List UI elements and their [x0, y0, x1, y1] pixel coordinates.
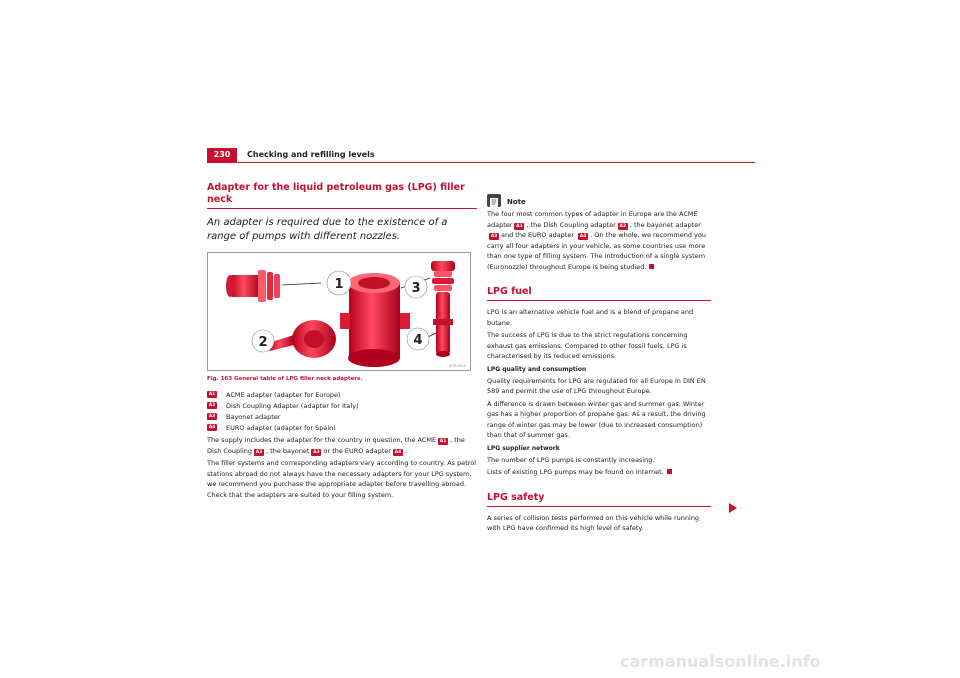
supply-text: , the bayonet	[266, 446, 310, 455]
supply-text: Dish Coupling	[207, 446, 253, 455]
inline-badge: A1	[439, 439, 447, 444]
inline-badge: A4	[579, 234, 587, 239]
inline-badge: A1	[516, 223, 523, 229]
legend-text: Dish Coupling Adapter (adapter for Italy)	[226, 401, 359, 410]
watermark: carmanualsonline.info	[620, 652, 821, 671]
note-text: The four most common types of adapter in Europe are the ACME adapter	[487, 210, 698, 229]
figure-caption: Fig. 163 General table of LPG filler neck adapters.	[207, 376, 363, 382]
callout-2: 2	[258, 335, 268, 350]
header-divider	[207, 162, 755, 163]
lpg-fuel-section	[487, 286, 711, 478]
continue-arrow-icon	[729, 503, 737, 513]
note-paragraph	[487, 209, 711, 272]
callout-3: 3	[411, 281, 421, 296]
legend-badge: A4	[208, 425, 216, 430]
inline-badge: A2	[255, 449, 263, 455]
note-text: the Dish Coupling adapter	[530, 220, 616, 229]
inline-badge: A3	[490, 234, 498, 239]
supply-text: , the	[450, 436, 465, 444]
figure-code: B5P-0500	[449, 364, 466, 368]
legend-text: Bayonet adapter	[226, 412, 281, 421]
callout-4: 4	[413, 333, 423, 348]
adapter-lead-text: An adapter is required due to the existence of a range of pumps with different nozzles.	[207, 217, 448, 242]
inline-badge: A4	[394, 449, 402, 455]
legend-badge: A1	[208, 392, 216, 397]
note-text: , the bayonet adapter	[629, 220, 701, 229]
note-label: Note	[507, 198, 526, 206]
supply-text: .	[404, 446, 408, 455]
legend-text: EURO adapter (adapter for Spain)	[226, 423, 336, 432]
network-text: Lists of existing LPG pumps may be found on Internet.	[487, 468, 664, 476]
adapter-figure	[207, 252, 471, 371]
note-text: and the EURO adapter	[501, 231, 575, 239]
network-paragraph: The number of LPG pumps is constantly increasing.	[487, 455, 655, 464]
legend-item	[207, 389, 477, 400]
page-number: 230	[207, 148, 237, 162]
dish-adapter-shape	[265, 320, 336, 358]
quality-paragraph: Quality requirements for LPG are regulated for all Europe in DIN EN 589 and permit the use of LPG throughout Europe.	[487, 376, 706, 395]
legend-item	[207, 400, 477, 411]
end-of-section-marker	[667, 469, 672, 474]
lpg-safety-title: LPG safety	[487, 492, 711, 507]
adapter-illustration	[208, 253, 470, 370]
legend-text: ACME adapter (adapter for Europe)	[226, 390, 341, 399]
bayonet-adapter-shape	[431, 261, 455, 357]
legend-item	[207, 422, 477, 433]
note-text: ,	[526, 220, 529, 229]
fuel-paragraph: LPG is an alternative vehicle fuel and is a blend of propane and butane.	[487, 308, 694, 327]
chapter-title: Checking and refilling levels	[247, 150, 375, 159]
fuel-paragraph: The success of LPG is due to the strict regulations concerning exhaust gas emissions. Compared to other fossil fuels, LPG is characterised by its reduced emissions.	[487, 331, 688, 360]
safety-paragraph: A series of collision tests performed on this vehicle while running with LPG have confirmed its high level of safety.	[487, 513, 700, 532]
inline-badge: A3	[313, 449, 320, 455]
supply-paragraph	[207, 435, 477, 456]
legend-item	[207, 411, 477, 422]
network-paragraph	[487, 467, 711, 478]
note-header	[487, 193, 711, 207]
left-column	[207, 182, 477, 502]
supply-text: The supply includes the adapter for the country in question, the ACME	[207, 436, 437, 444]
filler-paragraph: The filler systems and corresponding adapters vary according to country. As petrol stations abroad do not always have the necessary adapters for your LPG system, we recommend you purchase the appropriate adapter before travelling abroad. Check that the adapters are suited to your filling system.	[207, 459, 477, 499]
page-header	[207, 148, 755, 162]
callout-1: 1	[334, 277, 344, 292]
network-subheading: LPG supplier network	[487, 444, 560, 452]
lpg-fuel-title: LPG fuel	[487, 286, 711, 301]
quality-subheading: LPG quality and consumption	[487, 365, 587, 373]
supply-text: or the EURO adapter	[323, 446, 391, 455]
quality-paragraph: A difference is drawn between winter gas and summer gas. Winter gas has a higher proportion of propane gas. As a result, the driving range of winter gas may be lower (due to increased consumption) than that of summer gas.	[487, 399, 706, 439]
end-of-section-marker	[649, 264, 654, 269]
note-text: . On the whole, we recommend you carry all four adapters in your vehicle, as some countries use more than one type of filling system. The introduction of a single system (Euronozzle) throughout Europe is being studied.	[487, 231, 707, 271]
legend-badge: A3	[208, 414, 216, 419]
lpg-safety-section	[487, 492, 711, 534]
right-column	[487, 193, 711, 536]
adapter-legend	[207, 389, 477, 433]
adapter-section-title: Adapter for the liquid petroleum gas (LPG) filler neck	[207, 182, 477, 209]
inline-badge: A2	[619, 223, 627, 229]
note-icon	[487, 194, 501, 207]
acme-adapter-shape	[226, 270, 280, 302]
legend-badge: A2	[208, 403, 216, 408]
